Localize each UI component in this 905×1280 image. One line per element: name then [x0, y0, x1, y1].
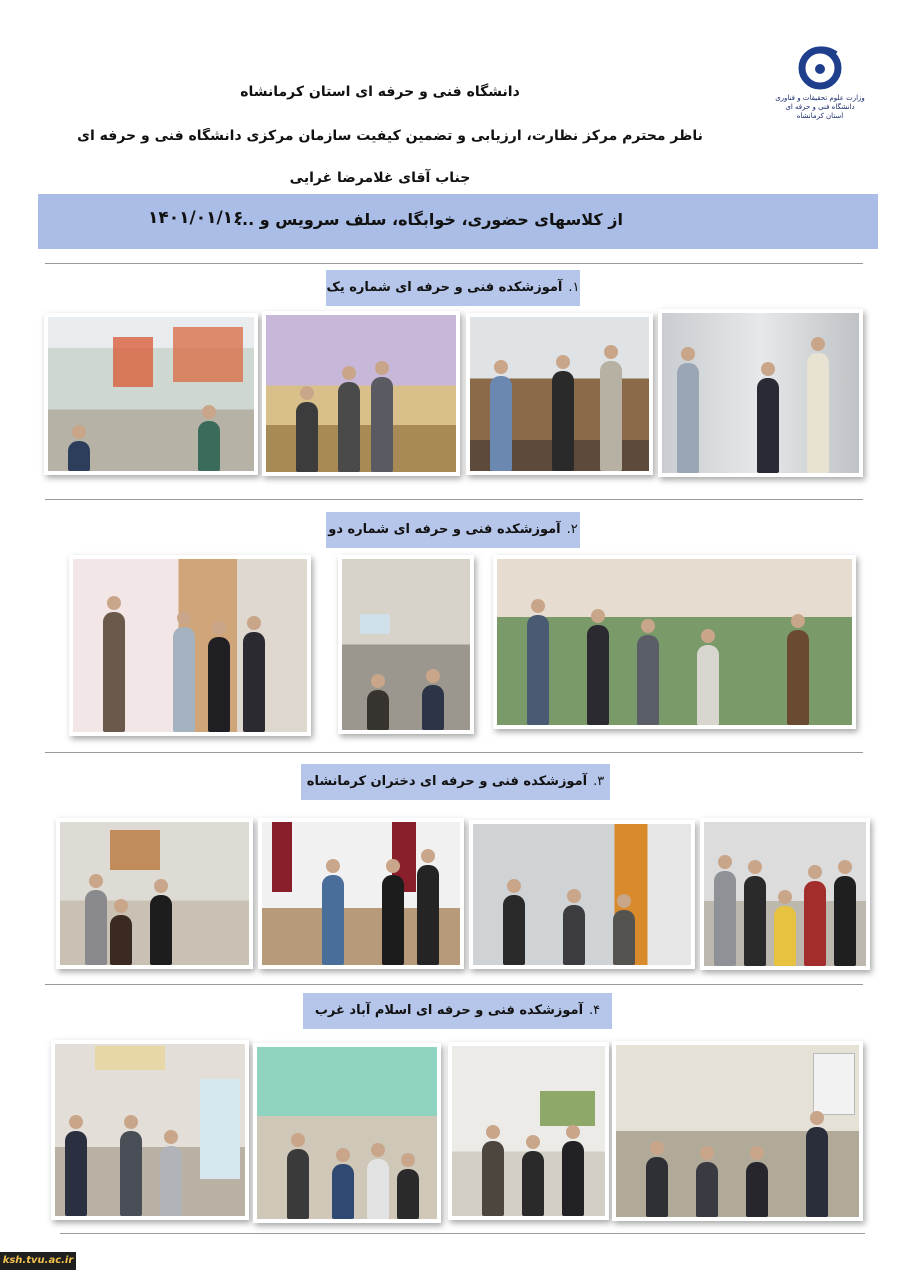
section-label-2 [326, 512, 580, 548]
photo-prayer-hall [493, 555, 856, 729]
header-line-1: دانشگاه فنی و حرفه ای استان کرمانشاه [240, 84, 520, 100]
photo-entrance [51, 1040, 249, 1220]
photo-girls-hall [258, 818, 464, 969]
divider [45, 263, 863, 264]
photo-girls-lab [469, 820, 695, 969]
photo-dormitory [466, 313, 653, 475]
site-url-badge[interactable]: ksh.tvu.ac.ir [0, 1252, 76, 1270]
section-title: آموزشکده فنی و حرفه ای دختران کرمانشاه [306, 774, 588, 789]
section-label-4 [303, 993, 612, 1029]
section-number: ۱. [568, 280, 580, 295]
banner-date: ۱۴۰۱/۰۱/۱۶ [148, 208, 244, 228]
divider [45, 499, 863, 500]
section-label-3 [301, 764, 610, 800]
photo-washroom [658, 309, 863, 477]
tvu-emblem-icon [770, 42, 870, 94]
logo-caption: وزارت علوم تحقیقات و فناوری دانشگاه فنی و حرفه ای استان کرمانشاه [775, 94, 865, 120]
subject-banner [38, 194, 878, 249]
photo-lab-presentation [69, 555, 311, 736]
section-number: ۴. [589, 1003, 601, 1018]
section-title: آموزشکده فنی و حرفه ای شماره یک [326, 280, 563, 295]
divider [45, 752, 863, 753]
photo-girls-workshop [700, 818, 870, 970]
photo-class-session [253, 1043, 441, 1223]
section-number: ۲. [566, 522, 578, 537]
photo-hall [262, 311, 460, 476]
section-label-1 [326, 270, 580, 306]
divider [60, 1233, 865, 1234]
section-number: ۳. [593, 774, 605, 789]
section-title: آموزشکده فنی و حرفه ای شماره دو [328, 522, 561, 537]
photo-girls-classroom [56, 818, 253, 969]
photo-corridor [448, 1042, 609, 1220]
photo-workshop [338, 555, 474, 734]
section-title: آموزشکده فنی و حرفه ای اسلام آباد غرب [314, 1003, 584, 1018]
header-line-3: جناب آقای غلامرضا غرایی [289, 170, 471, 186]
divider [45, 984, 863, 985]
photo-classroom [44, 313, 258, 475]
banner-text: از کلاسهای حضوری، خوابگاه، سلف سرویس و ... [235, 210, 623, 229]
header-line-2: ناظر محترم مرکز نظارت، ارزیابی و تضمین کیفیت سازمان مرکزی دانشگاه فنی و حرفه ای [77, 128, 703, 144]
photo-computer-lab [612, 1041, 863, 1221]
university-logo [770, 42, 870, 152]
